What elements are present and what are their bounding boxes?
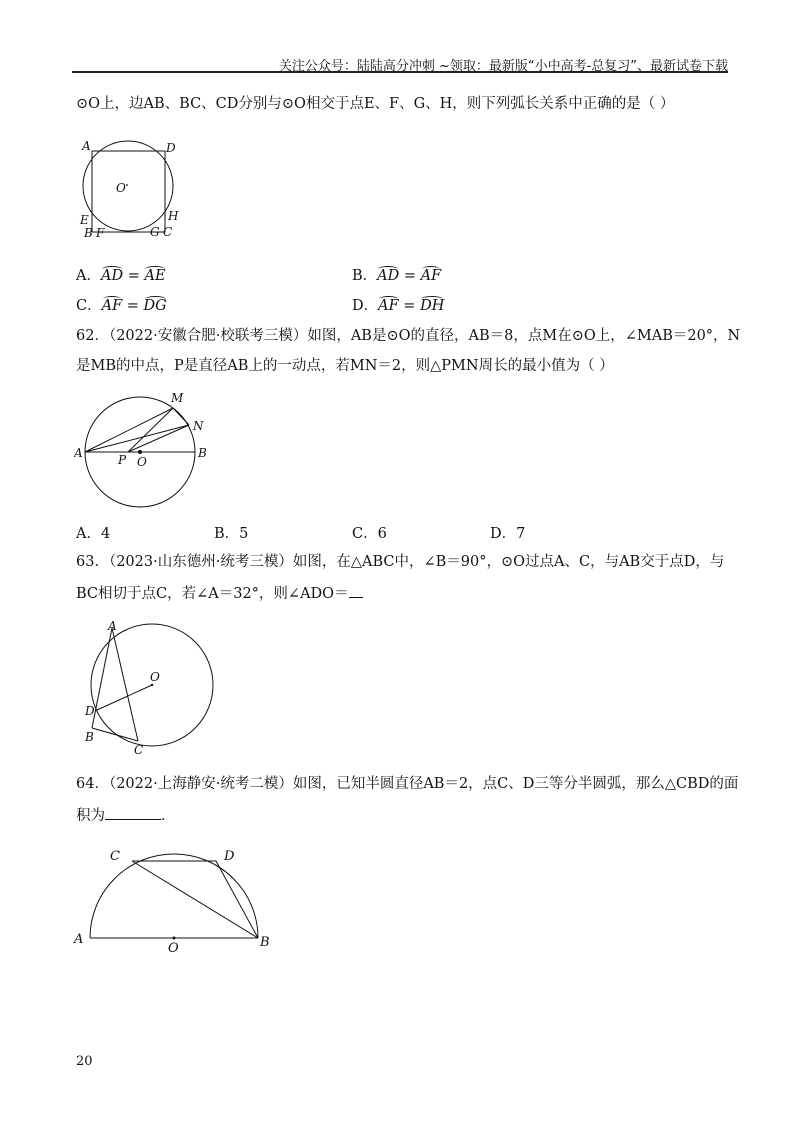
q63-label-A: A — [108, 619, 117, 633]
page-header: 关注公众号：陆陆高分冲刺 ~领取：最新版“小中高考-总复习”、最新试卷下载 — [278, 59, 728, 74]
q62-label-P: P — [118, 453, 127, 467]
q62-label-O: O — [137, 455, 147, 469]
q62-figure — [74, 386, 214, 510]
q64-line-2 — [76, 806, 728, 826]
page-number: 20 — [76, 1054, 93, 1069]
q61-option-c-left-arc: AF — [101, 298, 123, 314]
q63-label-B: B — [85, 730, 94, 744]
q64-number: 64． — [76, 776, 109, 792]
q63-source: （2023·山东德州·统考三模） — [108, 554, 293, 570]
q61-label-D: D — [166, 141, 176, 155]
q61-option-a: A．AD = AE — [76, 268, 166, 284]
q62-option-b: B．5 — [214, 526, 249, 542]
q63-center-dot — [151, 684, 153, 686]
q63-label-C: C — [134, 743, 144, 756]
q61-figure — [76, 138, 186, 240]
q61-option-d-left-arc: AF — [378, 298, 399, 314]
q64-answer-blank — [105, 819, 161, 820]
q62-stem-line-1: 如图，AB是⊙O的直径，AB＝8，点M在⊙O上，∠MAB＝20°，N — [307, 328, 741, 344]
header-rule — [72, 71, 728, 73]
q61-label-C: C — [163, 225, 173, 239]
q61-option-b-left-arc: AD — [377, 268, 400, 284]
q63-stem-line-1: 如图，在△ABC中，∠B＝90°，⊙O过点A、C，与AB交于点D，与 — [292, 554, 725, 570]
q64-stem-suffix: ． — [161, 808, 176, 824]
q64-line-1 — [76, 774, 739, 794]
q64-label-O: O — [168, 941, 179, 956]
q64-stem-line-1: 如图，已知半圆直径AB＝2，点C、D三等分半圆弧，那么△CBD的面 — [292, 776, 739, 792]
q63-line-1 — [76, 552, 728, 572]
q62-line-1 — [76, 326, 741, 346]
q61-label-A: A — [82, 139, 91, 153]
q63-line-2 — [76, 584, 728, 604]
q63-label-O: O — [150, 670, 160, 684]
q61-option-a-left-arc: AD — [100, 268, 124, 284]
q64-label-A: A — [74, 932, 84, 947]
q61-option-b-right-arc: AF — [420, 268, 442, 284]
q63-label-D: D — [85, 704, 95, 718]
q61-stem: ⊙O上，边AB、BC、CD分别与⊙O相交于点E、F、G、H，则下列弧长关系中正确的是（ ） — [76, 96, 675, 112]
q62-option-d: D．7 — [490, 526, 526, 542]
q63-figure — [80, 616, 220, 756]
q62-stem-line-2: 是MB的中点，P是直径AB上的一动点，若MN＝2，则△PMN周长的最小值为（ ） — [76, 358, 614, 374]
q62-number: 62． — [76, 328, 109, 344]
q61-option-b: B．AD = AF — [352, 268, 442, 284]
q61-label-B: B — [84, 226, 93, 240]
q64-label-B: B — [260, 935, 270, 950]
q63-stem-line-2: BC相切于点C，若∠A＝32°，则∠ADO＝ — [76, 586, 349, 602]
q61-label-H: H — [168, 209, 179, 223]
q64-source: （2022·上海静安·统考二模） — [108, 776, 293, 792]
q62-label-M: M — [171, 391, 184, 405]
q61-label-F: F — [96, 226, 105, 240]
q61-label-O: O — [116, 181, 126, 195]
q64-center-dot — [173, 937, 176, 940]
q61-center-dot — [126, 184, 128, 186]
q62-option-a: A．4 — [76, 526, 111, 542]
q62-label-B: B — [198, 446, 207, 460]
q61-option-d: D．AF = DH — [352, 298, 445, 314]
q64-figure — [70, 840, 280, 956]
q61-option-d-right-arc: DH — [420, 298, 445, 314]
q61-option-c-right-arc: DG — [143, 298, 167, 314]
q64-label-D: D — [224, 849, 235, 864]
q61-option-c: C．AF = DG — [76, 298, 167, 314]
q63-number: 63． — [76, 554, 109, 570]
q63-answer-blank — [349, 597, 363, 598]
q64-label-C: C — [110, 849, 120, 864]
q64-stem-prefix: 积为 — [76, 808, 105, 824]
q62-option-c: C．6 — [352, 526, 387, 542]
q62-source: （2022·安徽合肥·校联考三模） — [108, 328, 308, 344]
q61-label-E: E — [80, 213, 89, 227]
q62-label-A: A — [74, 446, 83, 460]
q62-center-dot — [138, 450, 142, 454]
q62-label-N: N — [193, 419, 204, 433]
q61-label-G: G — [150, 225, 160, 239]
q61-option-a-right-arc: AE — [144, 268, 166, 284]
